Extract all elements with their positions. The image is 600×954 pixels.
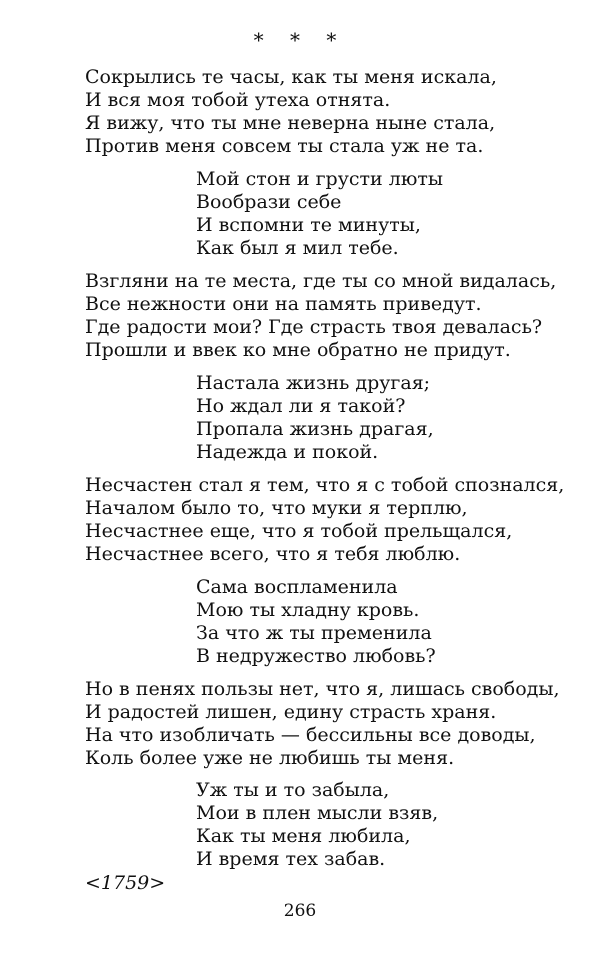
- verse-line: И радостей лишен, едину страсть храня.: [85, 701, 497, 723]
- section-ornament: * * *: [253, 28, 347, 52]
- verse-line: Но ждал ли я такой?: [196, 395, 406, 417]
- verse-line: Как ты меня любила,: [196, 825, 411, 847]
- verse-line: Началом было то, что муки я терплю,: [85, 497, 468, 519]
- verse-line: Настала жизнь другая;: [196, 372, 431, 394]
- verse-line: Все нежности они на память приведут.: [85, 293, 482, 315]
- verse-line: За что ж ты пременила: [196, 622, 432, 644]
- verse-line: Сама воспламенила: [196, 576, 398, 598]
- stanza-1: [85, 66, 497, 158]
- verse-line: Уж ты и то забыла,: [196, 779, 390, 801]
- verse-line: Где радости мои? Где страсть твоя девалась?: [85, 316, 543, 338]
- stanza-2: [196, 168, 443, 260]
- verse-line: И время тех забав.: [196, 848, 386, 870]
- verse-line: Против меня совсем ты стала уж не та.: [85, 135, 484, 157]
- verse-line: Коль более уже не любишь ты меня.: [85, 747, 455, 769]
- page-number: 266: [283, 901, 317, 921]
- verse-line: Несчастен стал я тем, что я с тобой спознался,: [85, 474, 565, 496]
- verse-line: Несчастнее всего, что я тебя люблю.: [85, 543, 461, 565]
- poem-date: <1759>: [85, 872, 166, 894]
- verse-line: Пропала жизнь драгая,: [196, 418, 434, 440]
- verse-line: И вся моя тобой утеха отнята.: [85, 89, 391, 111]
- verse-line: Надежда и покой.: [196, 441, 379, 463]
- verse-line: Как был я мил тебе.: [196, 237, 399, 259]
- verse-line: Вообрази себе: [196, 191, 342, 213]
- stanza-5: [85, 474, 564, 566]
- verse-line: Я вижу, что ты мне неверна ныне стала,: [85, 112, 496, 134]
- verse-line: Мою ты хладну кровь.: [196, 599, 420, 621]
- stanza-8: [196, 779, 438, 871]
- verse-line: На что изобличать — бессильны все доводы,: [85, 724, 536, 746]
- verse-line: Прошли и ввек ко мне обратно не придут.: [85, 339, 511, 361]
- verse-line: Сокрылись те часы, как ты меня искала,: [85, 66, 497, 88]
- verse-line: Мои в плен мысли взяв,: [196, 802, 439, 824]
- stanza-3: [85, 270, 556, 362]
- stanza-7: [85, 678, 560, 770]
- verse-line: В недружество любовь?: [196, 645, 436, 667]
- verse-line: И вспомни те минуты,: [196, 214, 421, 236]
- verse-line: Взгляни на те места, где ты со мной видалась,: [85, 270, 557, 292]
- verse-line: Мой стон и грусти люты: [196, 168, 443, 190]
- stanza-4: [196, 372, 434, 464]
- verse-line: Несчастнее еще, что я тобой прельщался,: [85, 520, 513, 542]
- verse-line: Но в пенях пользы нет, что я, лишась свободы,: [85, 678, 560, 700]
- stanza-6: [196, 576, 436, 668]
